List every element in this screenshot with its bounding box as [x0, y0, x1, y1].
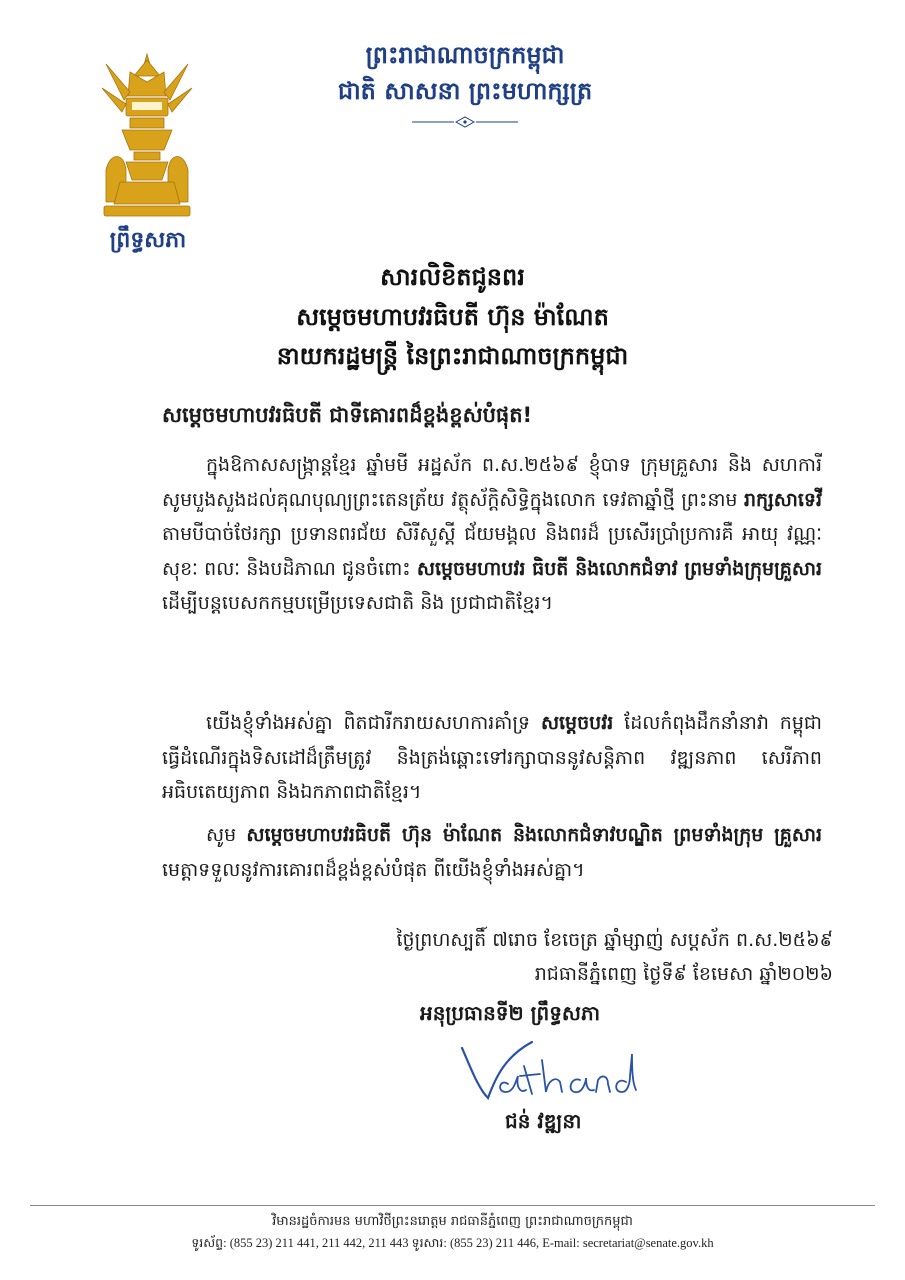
paragraph-text: សូម: [206, 824, 247, 846]
paragraph-support: [162, 706, 822, 810]
paragraph-text: ដើម្បីបន្តបេសកកម្មបម្រើប្រទេសជាតិ និង ប្រជាជាតិខ្មែរ។: [162, 592, 553, 614]
paragraph-emphasis: សម្តេចមហាបវរធិបតី ហ៊ុន ម៉ាណែត និងលោកជំទាវបណ្ឌិត ព្រមទាំងក្រុម គ្រួសារ: [246, 824, 822, 846]
handwritten-signature-icon: [448, 1036, 648, 1106]
paragraph-text: ដែលកំពុងដឹកនាំនាវា កម្ពុជា ធ្វើដំណើរក្នុងទិសដៅដ៏ត្រឹមត្រូវ និងត្រង់ឆ្ពោះទៅរក្សាបាននូវសន្តិភាព វឌ្ឍនភាព សេរីភាព អធិបតេយ្យភាព និងឯកភាពជាតិខ្មែរ។: [162, 712, 822, 803]
footer-address: វិមានរដ្ឋចំការមន មហាវិថីព្រះនរោត្តម រាជធានីភ្នំពេញ ព្រះរាជាណាចក្រកម្ពុជា: [272, 1214, 633, 1229]
paragraph-text: ក្នុងឱកាសសង្ក្រាន្តខ្មែរ ឆ្នាំមមី អដ្ឋស័ក ព.ស.២៥៦៩ ខ្ញុំបាទ ក្រុមគ្រួសារ និង សហការី សូមបួងសួងដល់គុណបុណ្យព្រះតេនត្រ័យ វត្ថុស័ក្តិសិទ្ធិក្នុងលោក ទេវតាឆ្នាំថ្មី ព្រះនាម: [162, 454, 822, 511]
salutation: សម្តេចមហាបវរធិបតី ជាទីគោរពដ៏ខ្ពង់ខ្ពស់បំផុត!: [162, 403, 533, 427]
footer-divider: [30, 1205, 875, 1206]
paragraph-emphasis: សម្តេចបវរ: [540, 712, 614, 734]
signer-name: ជន់ វឌ្ឍនា: [505, 1109, 582, 1133]
paragraph-closing: [162, 818, 822, 887]
divider-ornament-icon: [410, 116, 520, 128]
paragraph-text: មេត្តាទទួលនូវការគោរពដ៏ខ្ពង់ខ្ពស់បំផុត ពីយើងខ្ញុំទាំងអស់គ្នា។: [162, 858, 585, 881]
letter-title: សារលិខិតជូនពរ: [380, 263, 525, 291]
paragraph-greeting: [162, 448, 822, 621]
senate-emblem-icon: [100, 52, 195, 222]
paragraph-text: តាមបីបាច់ថែរក្សា ប្រទានពរជ័យ សិរីសួស្តី ជ័យមង្គល និងពរដ៏ ប្រសើរប្រាំប្រការគឺ អាយុ វណ្ណៈ សុខៈ ពលៈ និងបដិភាណ ជូនចំពោះ: [162, 523, 822, 580]
paragraph-emphasis: រាក្សសាទេវី: [743, 488, 822, 511]
institution-name: ព្រឹទ្ធសភា: [109, 228, 187, 253]
paragraph-emphasis: សម្តេចមហាបវរ ធិបតី និងលោកជំទាវ ព្រមទាំងក្រុមគ្រួសារ: [416, 557, 822, 580]
kingdom-heading: ព្រះរាជាណាចក្រកម្ពុជា: [365, 41, 565, 69]
signer-title: អនុប្រធានទី២ ព្រឹទ្ធសភា: [420, 1001, 601, 1025]
recipient-name: សម្តេចមហាបវរធិបតី ហ៊ុន ម៉ាណែត: [296, 303, 609, 331]
paragraph-text: យើងខ្ញុំទាំងអស់គ្នា ពិតជារីករាយសហការគាំទ្រ: [206, 712, 541, 734]
recipient-position: នាយករដ្ឋមន្ត្រី នៃព្រះរាជាណាចក្រកម្ពុជា: [276, 342, 629, 370]
lunar-date: ថ្ងៃព្រហស្បតិ៍ ៧រោច ខែចេត្រ ឆ្នាំម្សាញ់ សប្តស័ក ព.ស.២៥៦៩: [396, 929, 833, 951]
footer-contact: ទូរស័ព្ទ: (855 23) 211 441, 211 442, 211 443 ទូរសារ: (855 23) 211 446, E-mail: secretariat@senate.gov.kh: [191, 1236, 714, 1250]
place-and-date: រាជធានីភ្នំពេញ ថ្ងៃទី៩ ខែមេសា ឆ្នាំ២០២៦: [534, 963, 833, 985]
national-motto: ជាតិ សាសនា ព្រះមហាក្សត្រ: [337, 77, 593, 105]
